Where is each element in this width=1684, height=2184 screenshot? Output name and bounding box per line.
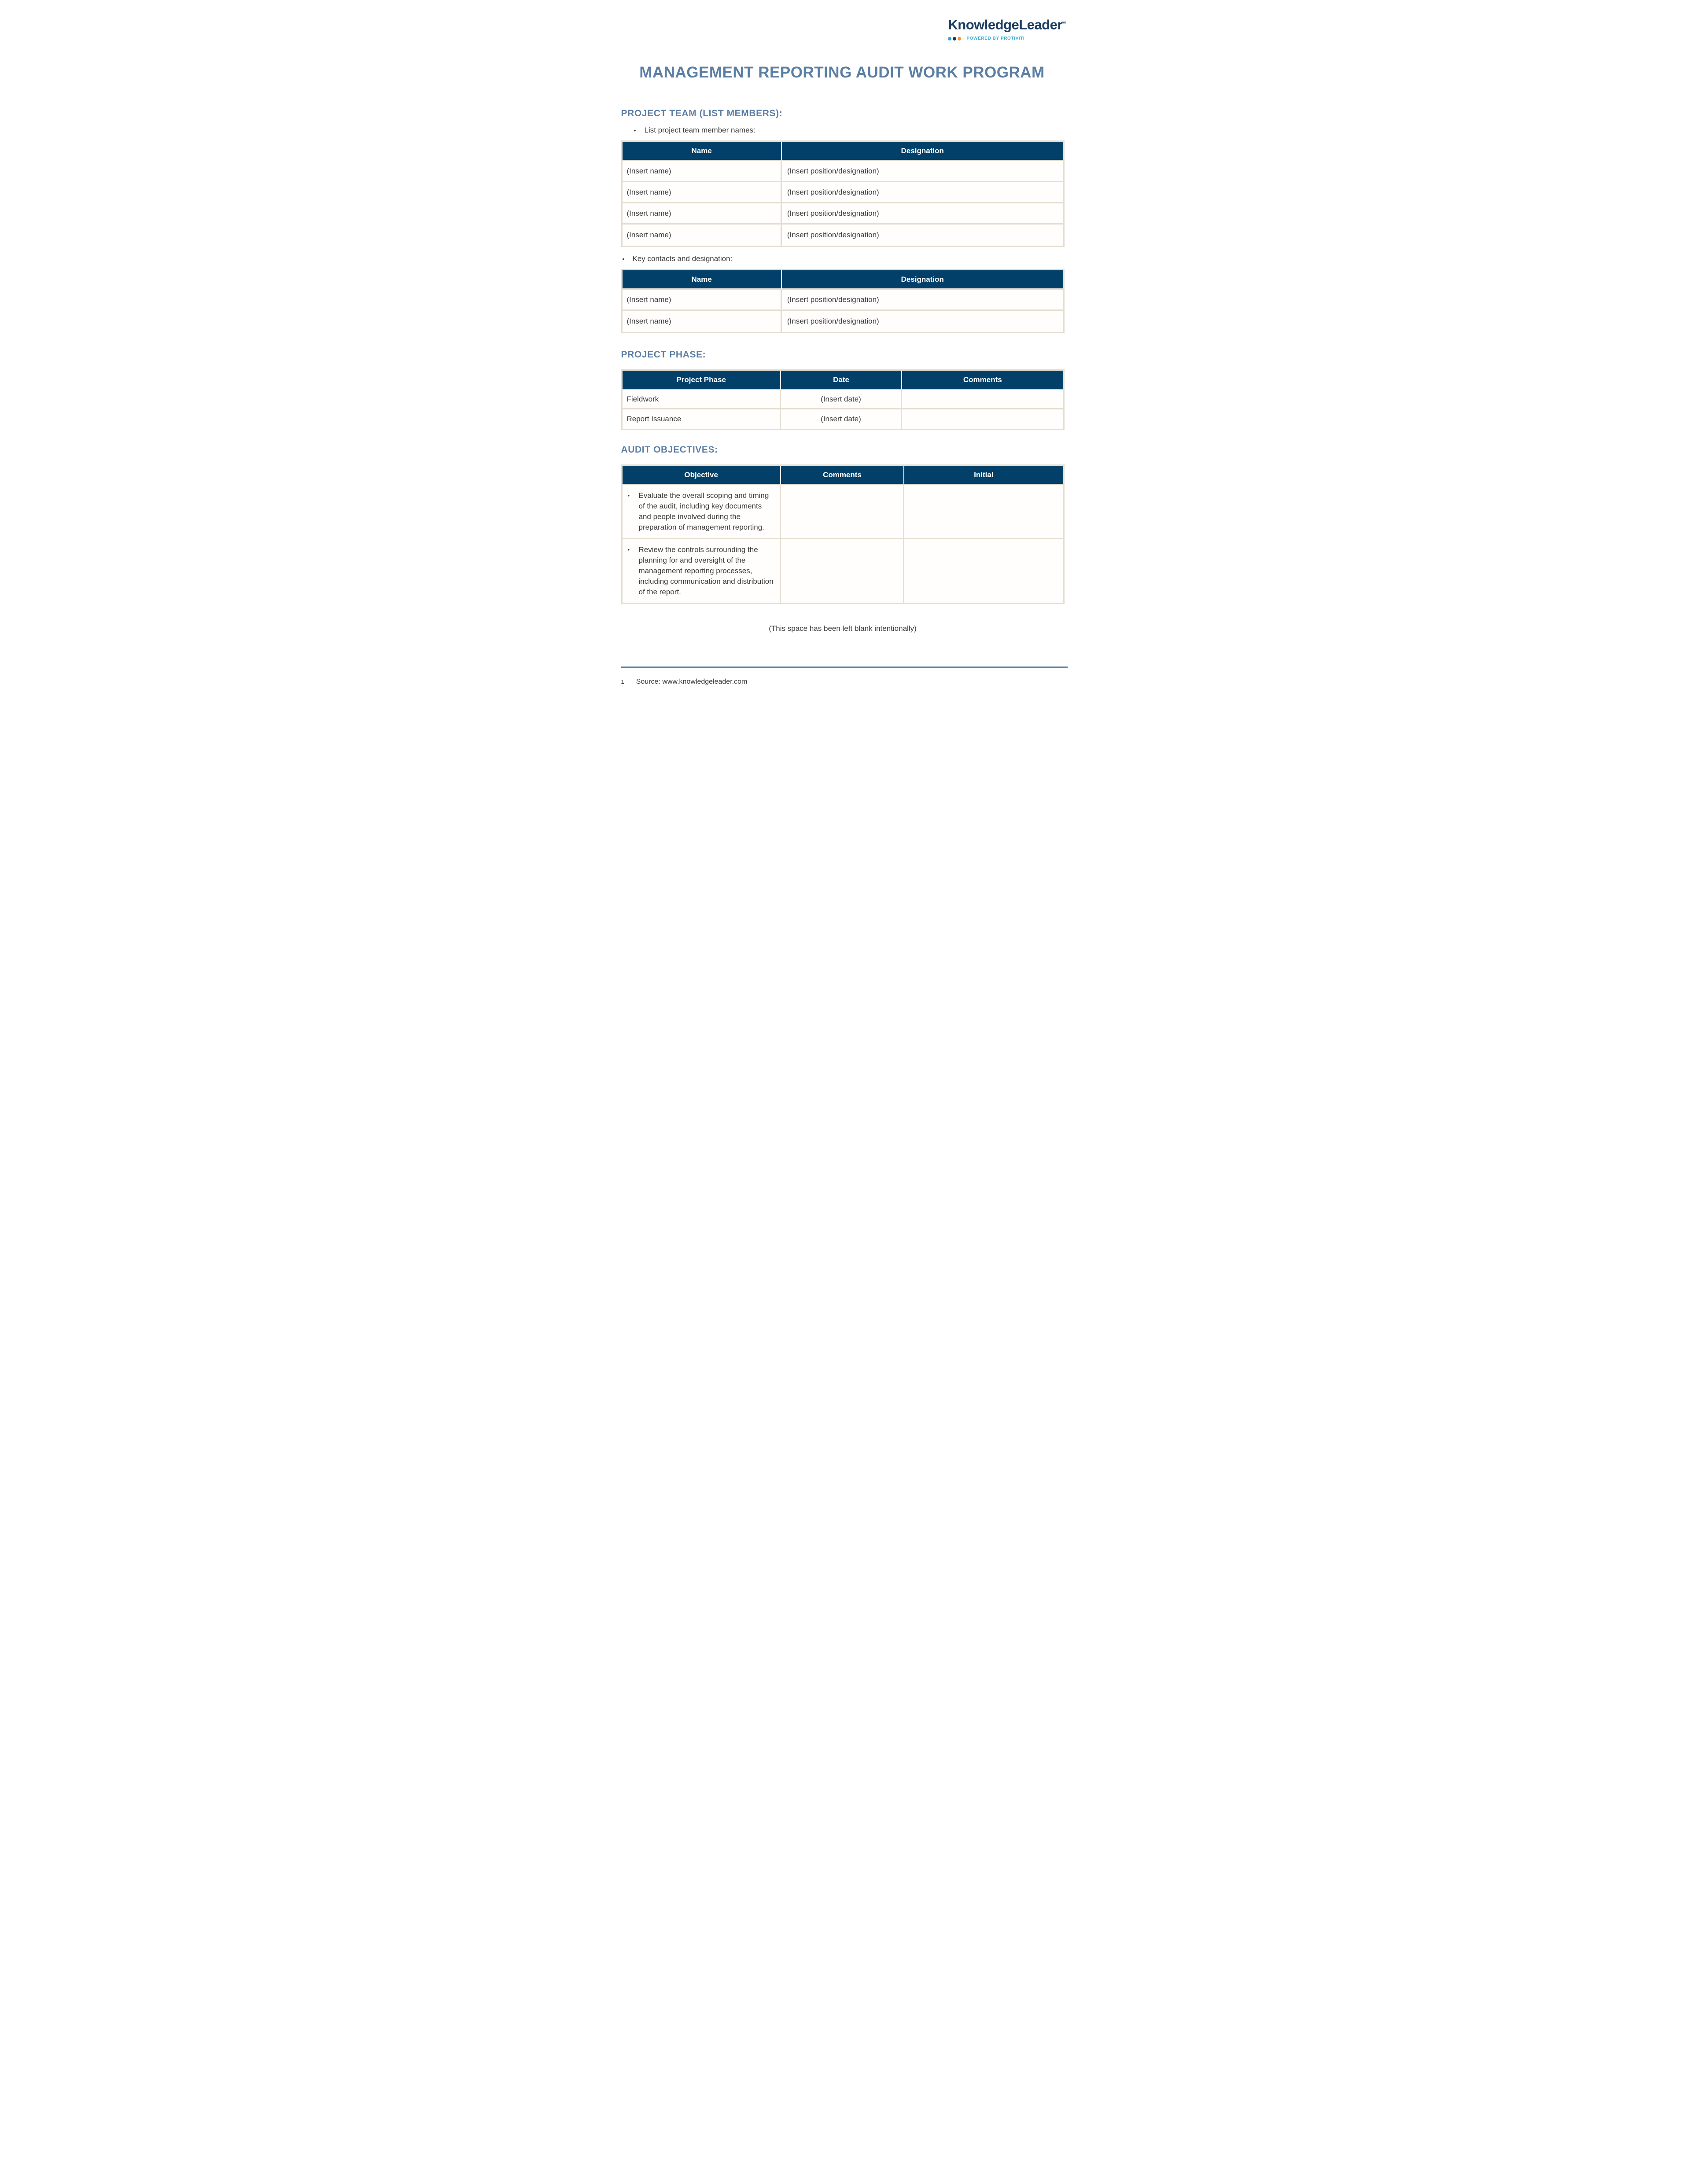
cell-name: (Insert name) (623, 290, 782, 311)
cell-comments (902, 390, 1063, 409)
logo-tagline-row (948, 36, 1065, 41)
cell-date: (Insert date) (781, 409, 902, 429)
section-heading-project-phase: PROJECT PHASE: (621, 350, 706, 360)
cell-designation: (Insert position/designation) (782, 182, 1063, 203)
footer-text-row (621, 678, 1068, 686)
bullet-item-members (621, 125, 1065, 135)
bullet-icon: • (627, 546, 630, 553)
page-title: MANAGEMENT REPORTING AUDIT WORK PROGRAM (639, 64, 1045, 81)
column-header-objective: Objective (623, 466, 781, 485)
cell-designation: (Insert position/designation) (782, 290, 1063, 311)
registered-trademark-icon: ® (1062, 20, 1066, 26)
table-header-row (623, 142, 1063, 161)
cell-comments (781, 539, 904, 603)
bullet-label: Key contacts and designation: (632, 254, 733, 263)
table-header-row (623, 270, 1063, 290)
table-row (623, 539, 1063, 603)
bullet-icon: • (627, 492, 630, 499)
table-row (623, 409, 1063, 429)
section-heading-audit-objectives: AUDIT OBJECTIVES: (621, 445, 718, 455)
column-header-designation: Designation (782, 142, 1063, 161)
column-header-name: Name (623, 270, 782, 290)
table-row (623, 161, 1063, 182)
table-header-row (623, 371, 1063, 390)
column-header-designation: Designation (782, 270, 1063, 290)
page-footer (621, 667, 1068, 686)
cell-initial (904, 485, 1063, 539)
objective-text: Review the controls surrounding the planning for and oversight of the management reporting processes, including communication and distribution of the report. (638, 545, 774, 597)
column-header-phase: Project Phase (623, 371, 781, 390)
cell-designation: (Insert position/designation) (782, 225, 1063, 246)
table-row (623, 390, 1063, 409)
cell-date: (Insert date) (781, 390, 902, 409)
orange-dot-icon (958, 37, 961, 41)
table-row (623, 485, 1063, 539)
cell-name: (Insert name) (623, 225, 782, 246)
table-row (623, 203, 1063, 225)
cell-name: (Insert name) (623, 161, 782, 182)
bullet-item-contacts (621, 254, 1065, 264)
table-row (623, 290, 1063, 311)
navy-dot-icon (953, 37, 956, 41)
cell-comments (902, 409, 1063, 429)
objective-bullet-item (626, 544, 777, 598)
footer-divider (621, 667, 1068, 668)
document-page (573, 0, 1112, 699)
document-body (621, 108, 1065, 633)
cell-designation: (Insert position/designation) (782, 161, 1063, 182)
objective-bullet-item (626, 490, 777, 534)
cell-phase: Fieldwork (623, 390, 781, 409)
objective-text: Evaluate the overall scoping and timing of the audit, including key documents and people involved during the preparation of management reporting. (638, 491, 769, 532)
page-number: 1 (621, 678, 624, 685)
cyan-dot-icon (948, 37, 951, 41)
project-phase-table (621, 369, 1065, 430)
logo-dots (948, 37, 961, 41)
cell-designation: (Insert position/designation) (782, 203, 1063, 225)
bullet-icon: • (622, 255, 625, 263)
cell-objective (623, 539, 781, 603)
bullet-icon: • (634, 127, 636, 134)
column-header-comments: Comments (781, 466, 904, 485)
logo-wordmark (948, 15, 1065, 32)
cell-initial (904, 539, 1063, 603)
cell-comments (781, 485, 904, 539)
logo-tagline: POWERED BY PROTIVITI (966, 36, 1025, 41)
section-heading-project-team: PROJECT TEAM (LIST MEMBERS): (621, 108, 783, 119)
table-row (623, 311, 1063, 332)
bullet-label: List project team member names: (644, 126, 755, 135)
intentionally-blank-note: (This space has been left blank intentionally) (769, 624, 917, 633)
table-row (623, 225, 1063, 246)
cell-name: (Insert name) (623, 311, 782, 332)
source-text: Source: www.knowledgeleader.com (636, 678, 748, 685)
audit-objectives-table (621, 464, 1065, 604)
cell-name: (Insert name) (623, 182, 782, 203)
key-contacts-table (621, 269, 1065, 333)
logo-wordmark-text: KnowledgeLeader (948, 17, 1062, 33)
column-header-name: Name (623, 142, 782, 161)
column-header-date: Date (781, 371, 902, 390)
column-header-initial: Initial (904, 466, 1063, 485)
team-members-table (621, 140, 1065, 247)
cell-designation: (Insert position/designation) (782, 311, 1063, 332)
column-header-comments: Comments (902, 371, 1063, 390)
cell-phase: Report Issuance (623, 409, 781, 429)
knowledgeleader-logo (948, 15, 1065, 41)
cell-objective (623, 485, 781, 539)
table-row (623, 182, 1063, 203)
cell-name: (Insert name) (623, 203, 782, 225)
table-header-row (623, 466, 1063, 485)
